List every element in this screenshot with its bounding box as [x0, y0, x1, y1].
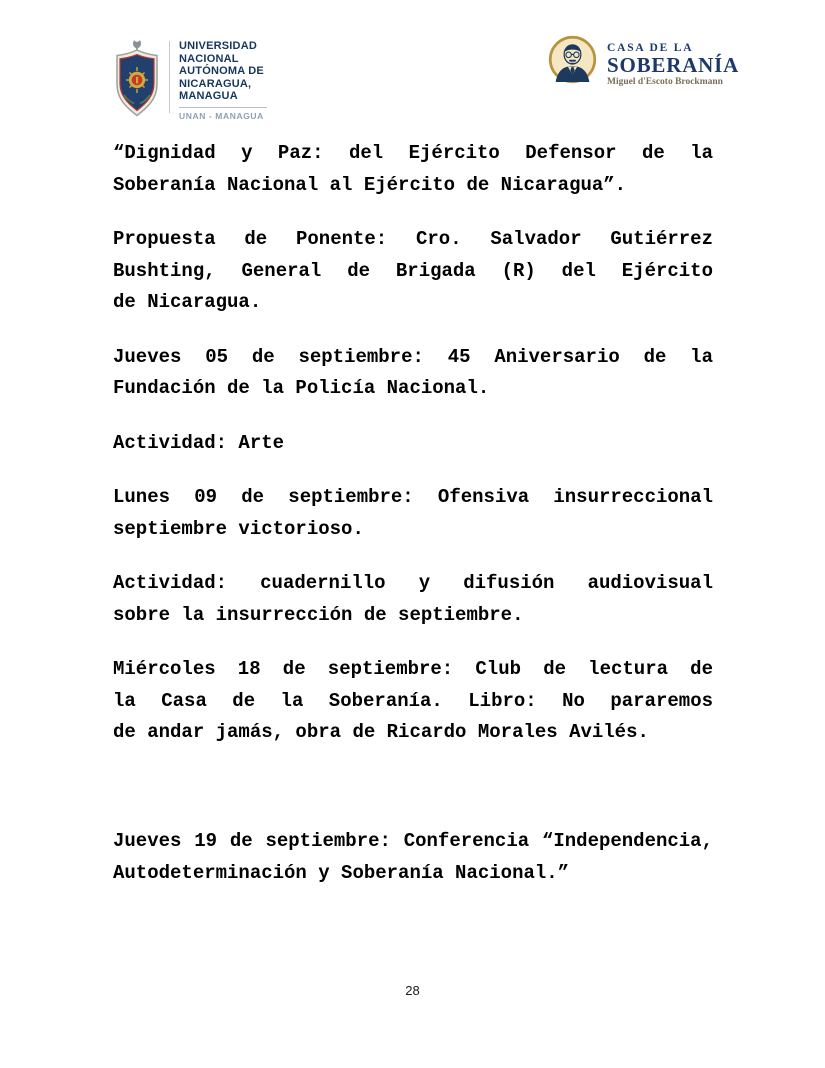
logo-rule: [179, 107, 267, 108]
unan-logo: [112, 38, 267, 121]
paragraph: [113, 138, 713, 201]
text-line: Fundación de la Policía Nacional.: [113, 377, 490, 399]
text-line: septiembre victorioso.: [113, 517, 364, 540]
university-name-line: AUTÓNOMA DE: [179, 65, 264, 78]
text-line: de andar jamás, obra de Ricardo Morales Avilés.: [113, 721, 649, 743]
miguel-descoto-portrait-medallion-icon: [548, 35, 597, 84]
text-line: sobre la insurrección de septiembre.: [113, 603, 524, 626]
university-acronym: UNAN - MANAGUA: [179, 110, 264, 121]
university-name-line: NACIONAL: [179, 52, 239, 65]
casa-title-large: SOBERANÍA: [607, 53, 740, 77]
paragraph: [113, 772, 713, 804]
paragraph: [113, 654, 713, 749]
text-line: Propuesta de Ponente: Cro. Salvador Gutiérrez: [113, 228, 713, 250]
casa-title-small: CASA DE LA: [607, 42, 694, 54]
university-name-line: NICARAGUA,: [179, 77, 252, 90]
paragraph: [113, 826, 713, 889]
text-line: Lunes 09 de septiembre: Ofensiva insurreccional: [113, 486, 713, 508]
university-name-line: MANAGUA: [179, 90, 238, 103]
paragraph: [113, 428, 713, 460]
paragraph: [113, 342, 713, 405]
text-line: Jueves 05 de septiembre: 45 Aniversario de la: [113, 345, 713, 368]
university-name: [179, 40, 267, 103]
text-line: Actividad: cuadernillo y difusión audiovisual: [113, 572, 713, 594]
text-line: Autodeterminación y Soberanía Nacional.”: [113, 861, 570, 884]
page-number: 28: [405, 983, 420, 998]
paragraph: [113, 568, 713, 631]
logo-divider: [169, 41, 170, 113]
text-line: Jueves 19 de septiembre: Conferencia “Independencia,: [113, 830, 713, 852]
text-line: Miércoles 18 de septiembre: Club de lectura de: [113, 658, 713, 680]
document-body: [113, 138, 713, 912]
text-line: “Dignidad y Paz: del Ejército Defensor de la: [113, 142, 713, 164]
casa-subtitle: Miguel d'Escoto Brockmann: [607, 77, 723, 87]
paragraph: [113, 224, 713, 319]
text-line: de Nicaragua.: [113, 291, 262, 313]
text-line: Soberanía Nacional al Ejército de Nicaragua”.: [113, 173, 627, 196]
university-name-line: UNIVERSIDAD: [179, 40, 257, 52]
text-line: Bushting, General de Brigada (R) del Ejército: [113, 259, 713, 282]
text-line: Actividad: Arte: [113, 431, 285, 454]
casa-soberania-logo: [548, 35, 739, 87]
paragraph: [113, 482, 713, 545]
unan-heraldic-shield-icon: [112, 38, 162, 118]
text-line: la Casa de la Soberanía. Libro: No pararemos: [113, 689, 713, 712]
